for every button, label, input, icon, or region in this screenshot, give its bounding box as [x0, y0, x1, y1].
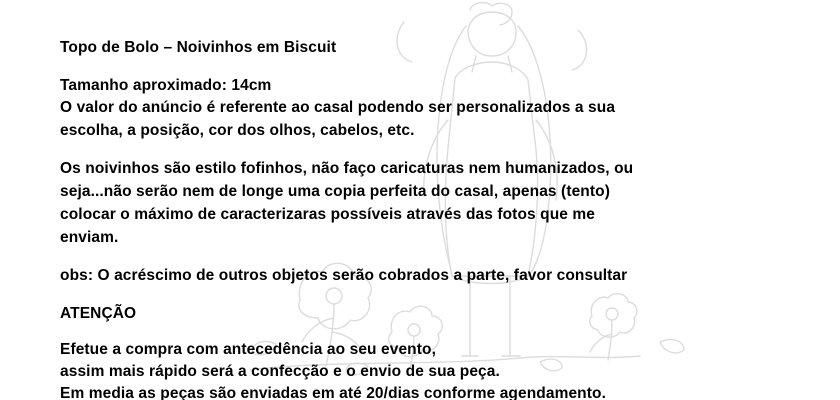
price-note-line-2: escolha, a posição, cor dos olhos, cabelos, etc.: [60, 122, 415, 139]
price-note-line-1: O valor do anúncio é referente ao casal podendo ser personalizados a sua: [60, 99, 616, 116]
size-line: Tamanho aproximado: 14cm: [60, 77, 272, 94]
document-title: Topo de Bolo – Noivinhos em Biscuit: [60, 39, 337, 56]
extra-objects-note-line-1: obs: O acréscimo de outros objetos serão cobrados a parte, favor consultar: [60, 267, 628, 284]
attention-line-1: Efetue a compra com antecedência ao seu evento,: [60, 341, 436, 358]
style-note-line-2: seja...não serão nem de longe uma copia perfeita do casal, apenas (tento): [60, 183, 610, 200]
style-note-line-1: Os noivinhos são estilo fofinhos, não faço caricaturas nem humanizados, ou: [60, 160, 634, 177]
style-note-line-3: colocar o máximo de caracterizaras possíveis através das fotos que me: [60, 206, 596, 223]
style-note-line-4: enviam.: [60, 229, 119, 246]
attention-heading: ATENÇÃO: [60, 305, 137, 322]
attention-line-3: Em media as peças são enviadas em até 20/dias conforme agendamento.: [60, 385, 606, 400]
attention-line-2: assim mais rápido será a confecção e o envio de sua peça.: [60, 363, 500, 380]
